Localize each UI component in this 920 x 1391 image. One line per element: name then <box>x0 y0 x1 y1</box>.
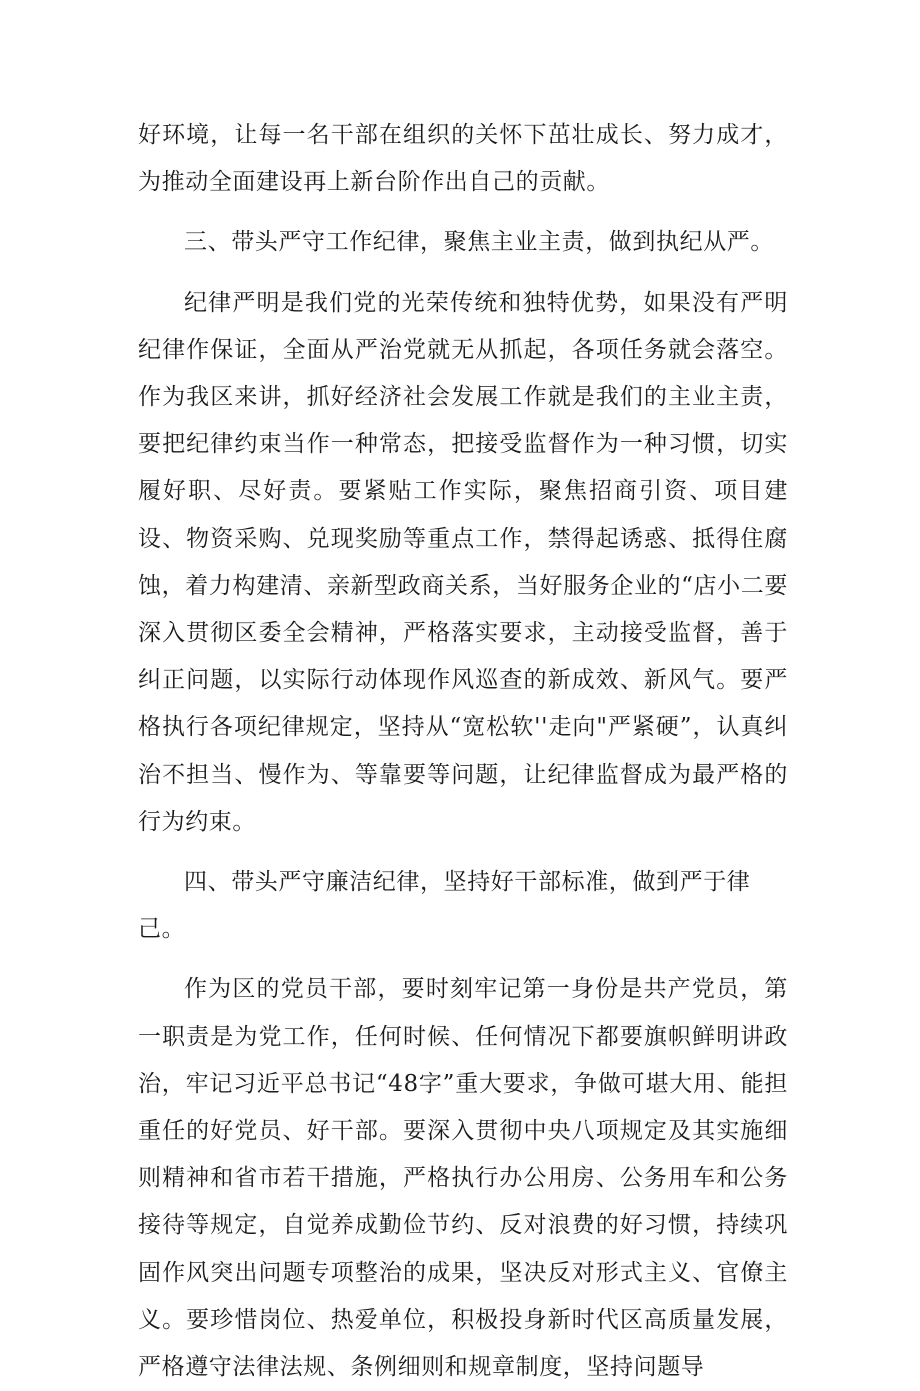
paragraph-spacer <box>138 206 788 219</box>
section-heading-4: 四、带头严守廉洁纪律，坚持好干部标准，做到严于律己。 <box>138 869 751 943</box>
paragraph-integrity: 作为区的党员干部，要时刻牢记第一身份是共产党员，第一职责是为党工作，任何时候、任何情况下都要旗帜鲜明讲政治，牢记习近平总书记“48字”重大要求，争做可堪大用、能担重任的好党员、好干部。要深入贯彻中央八项规定及其实施细则精神和省市若干措施，严格执行办公用房、公务用车和公务接待等规定，自觉养成勤俭节约、反对浪费的好习惯，持续巩固作风突出问题专项整治的成果，坚决反对形式主义、官僚主义。要珍惜岗位、热爱单位，积极投身新时代区高质量发展，严格遵守法律法规、条例细则和规章制度，坚持问题导 <box>138 976 788 1381</box>
paragraph-spacer <box>138 267 788 280</box>
document-body <box>138 112 788 1391</box>
paragraph-spacer <box>138 846 788 859</box>
section-heading-3: 三、带头严守工作纪律，聚焦主业主责，做到执纪从严。 <box>184 229 774 256</box>
paragraph-spacer <box>138 953 788 966</box>
paragraph-continuation: 好环境，让每一名干部在组织的关怀下茁壮成长、努力成才，为推动全面建设再上新台阶作出自己的贡献。 <box>138 122 788 196</box>
paragraph-discipline: 纪律严明是我们党的光荣传统和独特优势，如果没有严明纪律作保证，全面从严治党就无从抓起，各项任务就会落空。作为我区来讲，抓好经济社会发展工作就是我们的主业主责，要把纪律约束当作一种常态，把接受监督作为一种习惯，切实履好职、尽好责。要紧贴工作实际，聚焦招商引资、项目建设、物资采购、兑现奖励等重点工作，禁得起诱惑、抵得住腐蚀，着力构建清、亲新型政商关系，当好服务企业的“店小二要深入贯彻区委全会精神，严格落实要求，主动接受监督，善于纠正问题，以实际行动体现作风巡查的新成效、新风气。要严格执行各项纪律规定，坚持从“宽松软''走向"严紧硬”，认真纠治不担当、慢作为、等靠要等问题，让纪律监督成为最严格的行为约束。 <box>138 289 788 835</box>
